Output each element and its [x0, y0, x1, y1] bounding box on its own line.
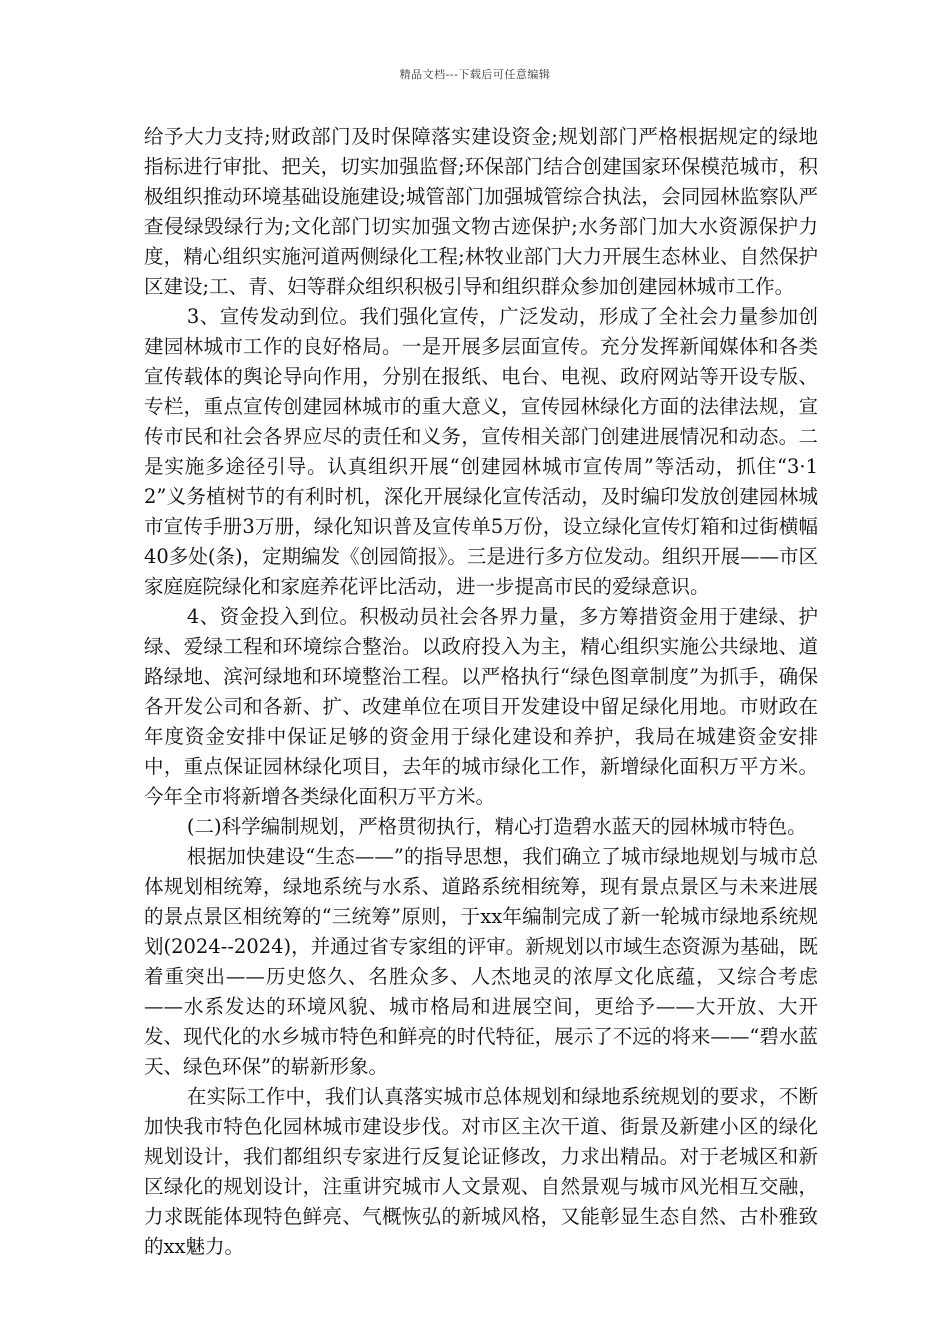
- paragraph-implementation: 在实际工作中，我们认真落实城市总体规划和绿地系统规划的要求，不断加快我市特色化园林城市建设步伐。对市区主次干道、街景及新建小区的绿化规划设计，我们都组织专家进行反复论证修改，力求出精品。对于老城区和新区绿化的规划设计，注重讲究城市人文景观、自然景观与城市风光相互交融，力求既能体现特色鲜亮、气概恢弘的新城风格，又能彰显生态自然、古朴雅致的xx魅力。: [144, 1085, 818, 1258]
- paragraph-funding: 4、资金投入到位。积极动员社会各界力量，多方筹措资金用于建绿、护绿、爱绿工程和环境综合整治。以政府投入为主，精心组织实施公共绿地、道路绿地、滨河绿地和环境整治工程。以严格执行“绿色图章制度”为抓手，确保各开发公司和各新、扩、改建单位在项目开发建设中留足绿化用地。市财政在年度资金安排中保证足够的资金用于绿化建设和养护，我局在城建资金安排中，重点保证园林绿化项目，去年的城市绿化工作，新增绿化面积万平方米。今年全市将新增各类绿化面积万平方米。: [144, 605, 818, 808]
- page-header: 精品文档---下载后可任意编辑: [399, 68, 551, 81]
- document-body: [144, 122, 818, 1262]
- section-heading-planning: (二)科学编制规划，严格贯彻执行，精心打造碧水蓝天的园林城市特色。: [186, 815, 807, 838]
- paragraph-publicity: 3、宣传发动到位。我们强化宣传，广泛发动，形成了全社会力量参加创建园林城市工作的良好格局。一是开展多层面宣传。充分发挥新闻媒体和各类宣传载体的舆论导向作用，分别在报纸、电台、电视、政府网站等开设专版、专栏，重点宣传创建园林城市的重大意义，宣传园林绿化方面的法律法规，宣传市民和社会各界应尽的责任和义务，宣传相关部门创建进展情况和动态。二是实施多途径引导。认真组织开展“创建园林城市宣传周”等活动，抓住“3·12”义务植树节的有利时机，深化开展绿化宣传活动，及时编印发放创建园林城市宣传手册3万册，绿化知识普及宣传单5万份，设立绿化宣传灯箱和过街横幅40多处(条)，定期编发《创园简报》。三是进行多方位发动。组织开展——市区家庭庭院绿化和家庭养花评比活动，进一步提高市民的爱绿意识。: [144, 305, 818, 598]
- paragraph-support-departments: 给予大力支持;财政部门及时保障落实建设资金;规划部门严格根据规定的绿地指标进行审批、把关，切实加强监督;环保部门结合创建国家环保模范城市，积极组织推动环境基础设施建设;城管部门加强城管综合执法，会同园林监察队严查侵绿毁绿行为;文化部门切实加强文物古迹保护;水务部门加大水资源保护力度，精心组织实施河道两侧绿化工程;林牧业部门大力开展生态林业、自然保护区建设;工、青、妇等群众组织积极引导和组织群众参加创建园林城市工作。: [144, 125, 818, 298]
- paragraph-planning-principles: 根据加快建设“生态——”的指导思想，我们确立了城市绿地规划与城市总体规划相统筹，绿地系统与水系、道路系统相统筹，现有景点景区与未来进展的景点景区相统筹的“三统筹”原则，于xx年编制完成了新一轮城市绿地系统规划(2024--2024)，并通过省专家组的评审。新规划以市域生态资源为基础，既着重突出——历史悠久、名胜众多、人杰地灵的浓厚文化底蕴，又综合考虑——水系发达的环境风貌、城市格局和进展空间，更给予——大开放、大开发、现代化的水乡城市特色和鲜亮的时代特征，展示了不远的将来——“碧水蓝天、绿色环保”的崭新形象。: [144, 845, 818, 1078]
